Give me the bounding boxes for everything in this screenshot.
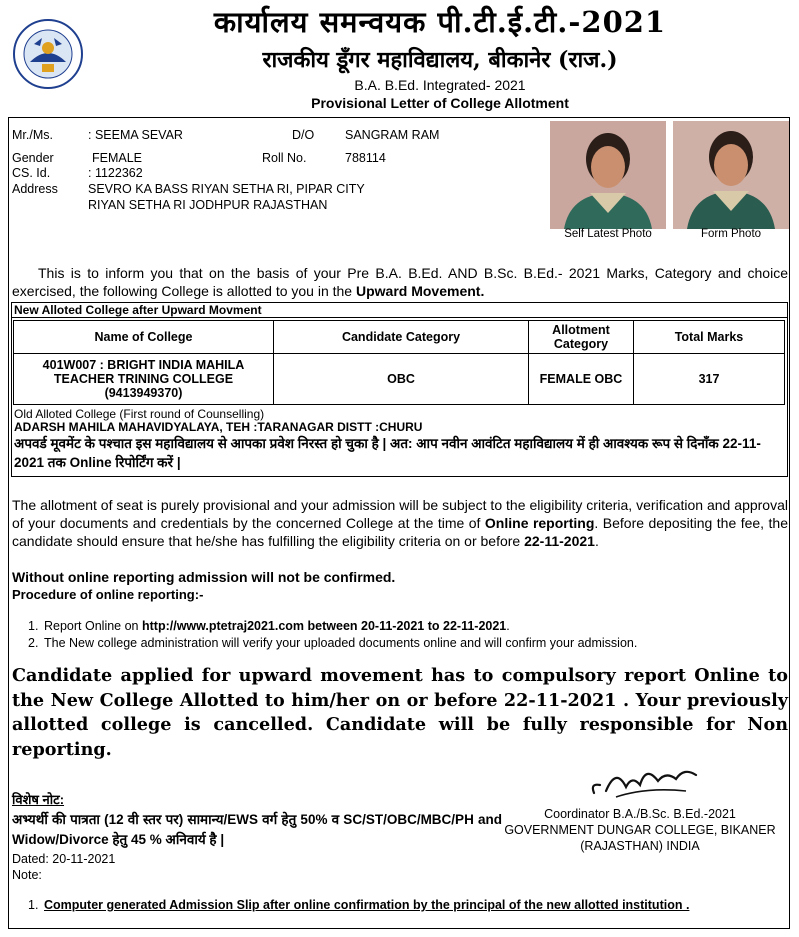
roll-label: Roll No. (262, 151, 307, 165)
form-photo (673, 121, 789, 229)
letter-header (0, 0, 799, 118)
intro-text: This is to inform you that on the basis of your Pre B.A. B.Ed. AND B.Sc. B.Ed.- 2021 Marks, Category and choice exercised, the following College is allotted to you in the (12, 265, 788, 299)
terms-text-3: . (594, 533, 599, 549)
address-line-2: RIYAN SETHA RI JODHPUR RAJASTHAN (88, 198, 328, 212)
self-photo (550, 121, 666, 229)
cs-id-label: CS. Id. (12, 166, 51, 180)
terms-deadline: 22-11-2021 (524, 533, 595, 549)
roll-number: 788114 (345, 151, 386, 165)
procedure-step-1: 1. Report Online on http://www.ptetraj2021.com between 20-11-2021 to 22-11-2021. (28, 619, 510, 633)
address-line-1: SEVRO KA BASS RIYAN SETHA RI, PIPAR CITY (88, 182, 365, 196)
cancellation-notice: अपवर्ड मूवमेंट के पश्चात इस महाविद्यालय से आपका प्रवेश निरस्त हो चुका है | अत: आप नवीन आवंटित महाविद्यालय में ही आवश्यक रूप से दिनाँक 22-11-2021 तक Online रिपोर्टिंग करें | (14, 436, 761, 470)
name-label: Mr./Ms. (12, 128, 53, 142)
note-item-text: Computer generated Admission Slip after online confirmation by the principal of the new allotted institution . (44, 898, 690, 912)
coordinator-state: (RAJASTHAN) INDIA (580, 839, 700, 853)
self-photo-caption: Self Latest Photo (564, 228, 652, 240)
note-number: 1. (28, 898, 39, 912)
step-2-text: The New college administration will verify your uploaded documents online and will confirm your admission. (44, 636, 638, 650)
candidate-category: OBC (274, 354, 529, 405)
confirmation-warning: Without online reporting admission will not be confirmed. (12, 569, 396, 585)
allotment-table (13, 320, 785, 405)
gender-value: FEMALE (92, 151, 143, 165)
total-marks: 317 (634, 354, 785, 405)
reporting-url: http://www.ptetraj2021.com between 20-11-2021 to 22-11-2021 (141, 619, 507, 633)
upward-movement-notice: Candidate applied for upward movement has to compulsory report Online to the New College Allotted to him/her on or before 22-11-2021 . Your previously allotted college is cancelled. Candidate will be fully responsible for Non reporting. (12, 665, 788, 760)
terms-online-reporting: Online reporting (484, 515, 595, 531)
note-item (28, 898, 690, 912)
terms-paragraph (12, 496, 788, 550)
parent-name: SANGRAM RAM (345, 128, 440, 142)
step-1-text: Report Online on (44, 619, 142, 633)
note-label: Note: (12, 868, 42, 882)
course-name: B.A. B.Ed. Integrated- 2021 (354, 77, 526, 93)
intro-bold: Upward Movement. (355, 283, 485, 299)
terms-text-1: The allotment of seat is purely provisional and your admission will be subject to the eligibility criteria, verification and approval of your documents and credentials by the concerned College at the time of (12, 497, 788, 531)
old-college-label: Old Alloted College (First round of Counselling) (14, 407, 265, 421)
intro-paragraph (12, 264, 788, 300)
terms-text-2: . Before depositing the fee, the candidate should ensure that he/she has fulfilling the eligibility criteria on or before (12, 515, 788, 549)
coordinator-block (498, 806, 782, 854)
col-candidate-category: Candidate Category (274, 321, 529, 354)
gender-label: Gender (12, 151, 54, 165)
allotment-box (11, 302, 788, 477)
procedure-steps (28, 618, 638, 652)
col-total-marks: Total Marks (634, 321, 785, 354)
procedure-step-2: 2. The New college administration will verify your uploaded documents online and will confirm your admission. (28, 636, 638, 650)
allotment-section-title: New Alloted College after Upward Movment (12, 303, 787, 318)
col-name-of-college: Name of College (14, 321, 274, 354)
address-label: Address (12, 182, 58, 196)
col-allotment-category: Allotment Category (529, 321, 634, 354)
table-header-row (14, 321, 785, 354)
old-college-name: ADARSH MAHILA MAHAVIDYALAYA, TEH :TARANAGAR DISTT :CHURU (14, 420, 423, 434)
coordinator-signature (586, 757, 706, 805)
step-1-end: . (506, 619, 510, 633)
special-note-text: अभ्यर्थी की पात्रता (12 वी स्तर पर) सामान्य/EWS वर्ग हेतु 50% व SC/ST/OBC/MBC/PH and Widow/Divorce हेतु 45 % अनिवार्य है | (12, 812, 502, 847)
coordinator-college: GOVERNMENT DUNGAR COLLEGE, BIKANER (504, 823, 776, 837)
letter-title: Provisional Letter of College Allotment (311, 95, 569, 111)
special-note-label: विशेष नोट: (12, 792, 65, 807)
office-title: कार्यालय समन्वयक पी.टी.ई.टी.-2021 (213, 5, 667, 39)
allotment-category: FEMALE OBC (529, 354, 634, 405)
issue-date: Dated: 20-11-2021 (12, 852, 116, 866)
procedure-heading: Procedure of online reporting:- (12, 587, 204, 602)
cs-id-value: : 1122362 (88, 166, 143, 180)
form-photo-caption: Form Photo (700, 228, 762, 240)
relation-label: D/O (292, 128, 315, 142)
college-logo (12, 14, 84, 96)
table-row (14, 354, 785, 405)
candidate-name: : SEEMA SEVAR (88, 128, 183, 142)
allotted-college: 401W007 : BRIGHT INDIA MAHILA TEACHER TRINING COLLEGE (9413949370) (14, 354, 274, 405)
coordinator-title: Coordinator B.A./B.Sc. B.Ed.-2021 (544, 807, 736, 821)
college-name: राजकीय डूँगर महाविद्यालय, बीकानेर (राज.) (262, 47, 618, 73)
